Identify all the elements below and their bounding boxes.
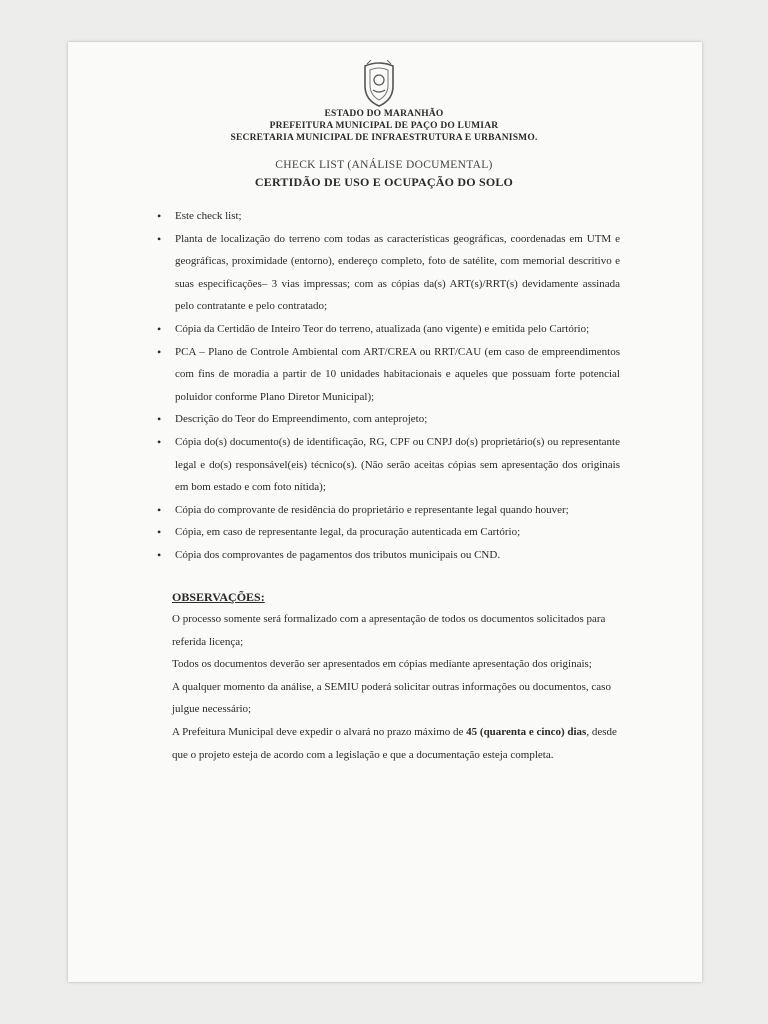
- checklist-item: • Cópia, em caso de representante legal, da procuração autenticada em Cartório;: [157, 521, 620, 544]
- deadline-text: 45 (quarenta e cinco) dias: [466, 725, 587, 738]
- coat-of-arms-emblem: [359, 60, 399, 108]
- observations-heading: OBSERVAÇÕES:: [172, 590, 265, 604]
- checklist-item: • Este check list;: [157, 205, 620, 228]
- document-title: CERTIDÃO DE USO E OCUPAÇÃO DO SOLO: [254, 175, 514, 189]
- header-prefecture: PREFEITURA MUNICIPAL DE PAÇO DO LUMIAR: [269, 121, 499, 131]
- checklist-item: • Planta de localização do terreno com todas as características geográficas, coordenadas em UTM e geográficas, proximidade (entorno), endereço completo, foto de satélite, com memorial descritivo e suas especificações– 3 vias impressas; com as cópias da(s) ART(s)/RRT(s) devidamente assinada pelo contratante e pelo contratado;: [157, 228, 620, 318]
- document-header: [0, 108, 768, 144]
- checklist-item: • Descrição do Teor do Empreendimento, com anteprojeto;: [157, 408, 620, 431]
- observation-paragraph: O processo somente será formalizado com a apresentação de todos os documentos solicitados para referida licença;: [172, 613, 606, 648]
- checklist-item: • Cópia da Certidão de Inteiro Teor do terreno, atualizada (ano vigente) e emitida pelo Cartório;: [157, 318, 620, 341]
- checklist: [157, 205, 620, 567]
- observation-text: , desde que o projeto esteja de acordo com a legislação e que a documentação esteja completa.: [172, 725, 617, 761]
- header-state: ESTADO DO MARANHÃO: [324, 109, 444, 119]
- document-subtitle: CHECK LIST (ANÁLISE DOCUMENTAL): [275, 159, 493, 171]
- checklist-item: • Cópia do(s) documento(s) de identificação, RG, CPF ou CNPJ do(s) proprietário(s) ou representante legal e do(s) responsável(eis) técnico(s). (Não serão aceitas cópias sem apresentação dos originais em bom estado e com foto nítida);: [157, 431, 620, 499]
- checklist-item: • Cópia do comprovante de residência do proprietário e representante legal quando houver;: [157, 499, 620, 522]
- checklist-item: • PCA – Plano de Controle Ambiental com ART/CREA ou RRT/CAU (em caso de empreendimentos com fins de moradia a partir de 10 unidades habitacionais e aqueles que possuam forte potencial poluidor conforme Plano Diretor Municipal);: [157, 341, 620, 409]
- checklist-item: • Cópia dos comprovantes de pagamentos dos tributos municipais ou CND.: [157, 544, 620, 567]
- observation-paragraph: [172, 721, 628, 766]
- observation-paragraph: A qualquer momento da análise, a SEMIU poderá solicitar outras informações ou documentos, caso julgue necessário;: [172, 680, 611, 716]
- observations: [172, 608, 628, 766]
- observation-text: A Prefeitura Municipal deve expedir o alvará no prazo máximo de: [172, 725, 467, 738]
- header-secretariat: SECRETARIA MUNICIPAL DE INFRAESTRUTURA E URBANISMO.: [230, 133, 538, 143]
- observation-paragraph: Todos os documentos deverão ser apresentados em cópias mediante apresentação dos originais;: [172, 658, 592, 671]
